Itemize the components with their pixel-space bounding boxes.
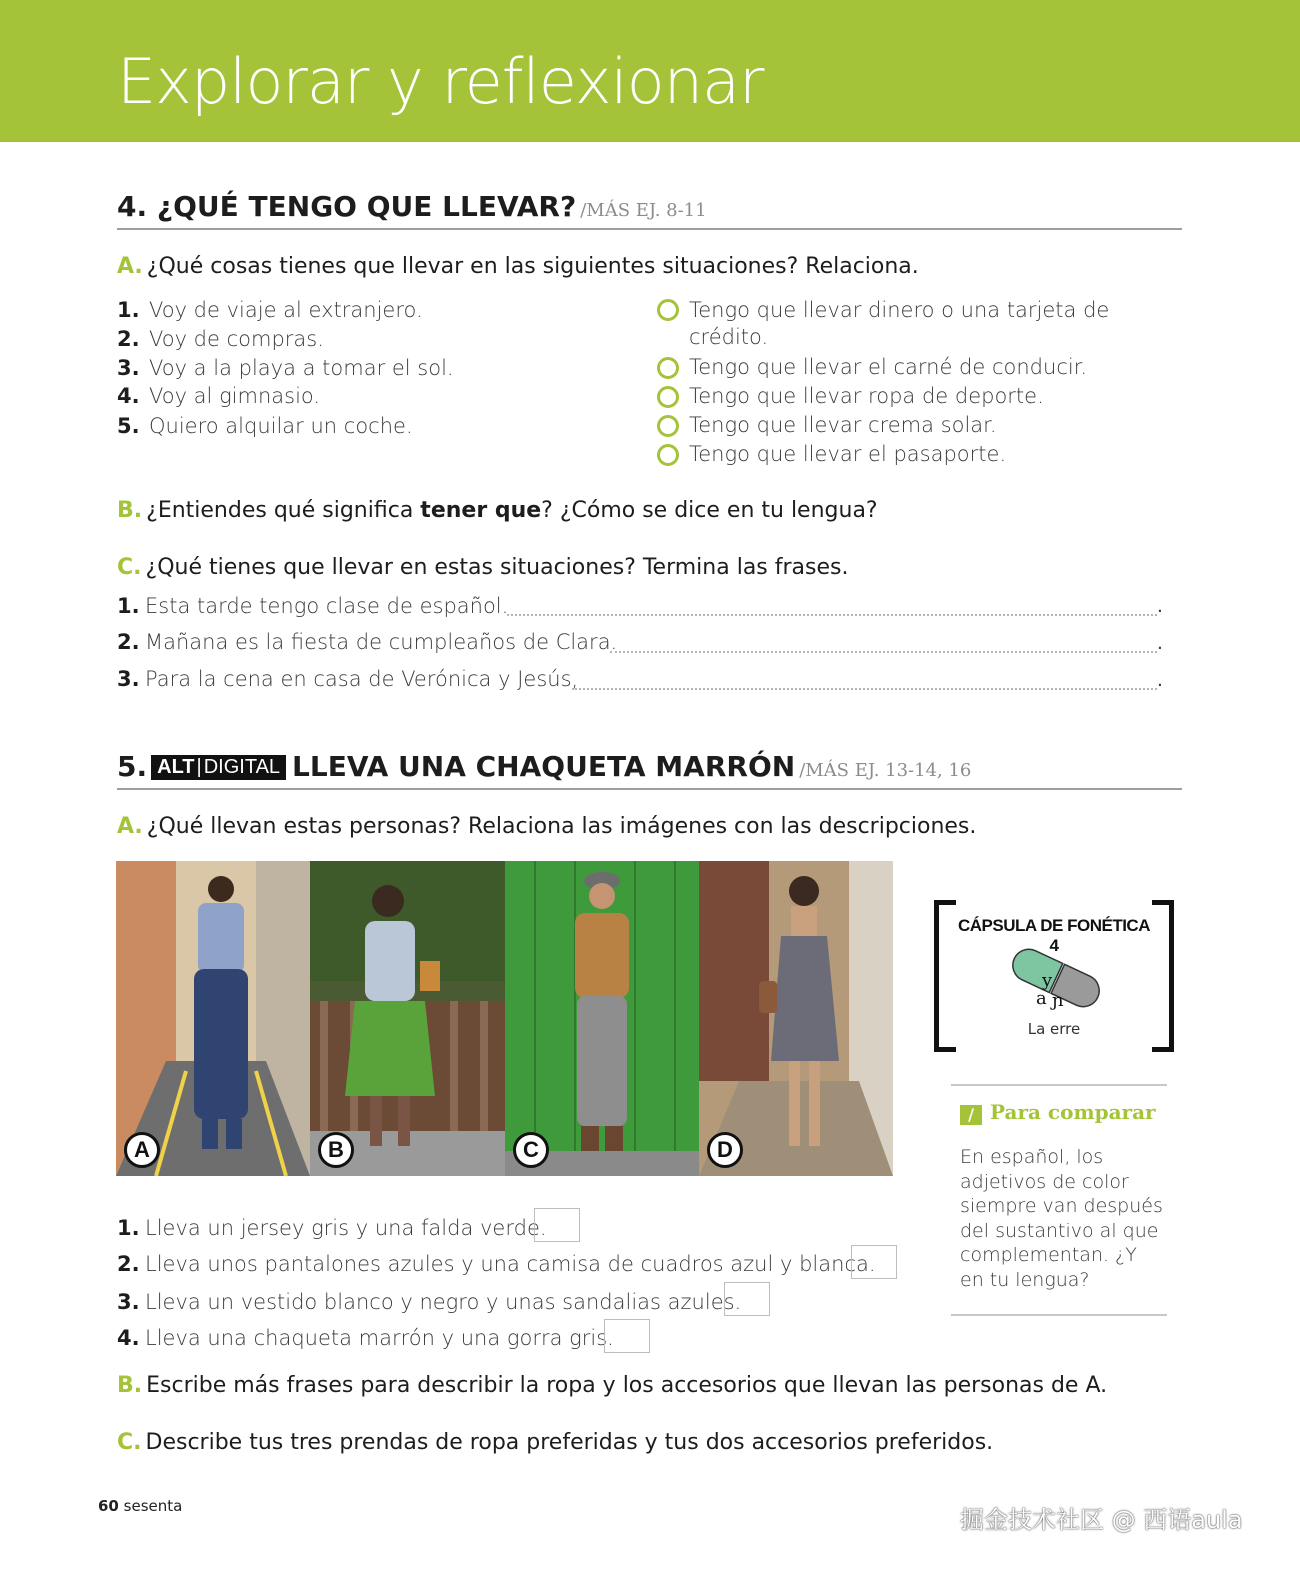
line-end-dot: . — [1157, 631, 1163, 654]
slash-icon: / — [960, 1105, 982, 1125]
list-item: 1. Voy de viaje al extranjero. — [117, 298, 423, 322]
list-item: 4. Lleva una chaqueta marrón y una gorra gris. — [117, 1326, 614, 1350]
list-item: 4. Voy al gimnasio. — [117, 384, 321, 408]
answer-line[interactable] — [610, 651, 1157, 653]
photo-d — [699, 861, 893, 1176]
list-item: 2. Mañana es la fiesta de cumpleaños de Clara. — [117, 630, 618, 654]
answer-line[interactable] — [507, 614, 1157, 616]
answer-circle[interactable] — [657, 386, 679, 408]
para-comparar-title: / Para comparar — [960, 1100, 1156, 1125]
watermark: 掘金技术社区 @ 西语aula — [960, 1506, 1243, 1534]
section-4-title: 4. ¿QUÉ TENGO QUE LLEVAR? — [117, 190, 577, 223]
question-5c: C. Describe tus tres prendas de ropa preferidas y tus dos accesorios preferidos. — [117, 1430, 994, 1455]
photo-b — [310, 861, 505, 1176]
option-item: Tengo que llevar el pasaporte. — [689, 442, 1007, 466]
page-header-band — [0, 0, 1300, 142]
option-item: Tengo que llevar crema solar. — [689, 413, 997, 437]
section-5-title: 5. ALT | DIGITAL LLEVA UNA CHAQUETA MARRÓN — [117, 750, 796, 783]
photo-a-label: A — [124, 1132, 160, 1168]
capsule-bracket-left — [934, 900, 956, 1052]
photo-a — [116, 861, 310, 1176]
page-footer: 60 sesenta — [98, 1497, 183, 1515]
question-5a: A. ¿Qué llevan estas personas? Relaciona las imágenes con las descripciones. — [117, 814, 977, 839]
answer-box[interactable] — [604, 1319, 650, 1353]
svg-text:a: a — [1036, 988, 1047, 1009]
list-item: 3. Lleva un vestido blanco y negro y unas sandalias azules. — [117, 1290, 742, 1314]
list-item: 3. Para la cena en casa de Verónica y Jesús, — [117, 667, 579, 691]
list-item: 2. Lleva unos pantalones azules y una camisa de cuadros azul y blanca. — [117, 1252, 876, 1276]
answer-circle[interactable] — [657, 444, 679, 466]
list-item: 3. Voy a la playa a tomar el sol. — [117, 356, 454, 380]
list-item: 1. Esta tarde tengo clase de español. — [117, 594, 509, 618]
photo-c — [505, 861, 699, 1176]
answer-circle[interactable] — [657, 299, 679, 321]
answer-line[interactable] — [572, 688, 1157, 690]
photo-c-illustration — [505, 861, 699, 1176]
photo-d-illustration — [699, 861, 893, 1176]
capsule-subtitle: La erre — [1027, 1020, 1081, 1038]
section-4-heading — [117, 190, 1182, 230]
photo-c-label: C — [513, 1132, 549, 1168]
capsule-pill-icon[interactable] — [996, 948, 1116, 1012]
line-end-dot: . — [1157, 668, 1163, 691]
answer-box[interactable] — [851, 1245, 897, 1279]
list-item: 2. Voy de compras. — [117, 327, 324, 351]
alt-digital-badge: ALT | DIGITAL — [151, 755, 286, 780]
question-4a: A. ¿Qué cosas tienes que llevar en las siguientes situaciones? Relaciona. — [117, 254, 919, 279]
answer-box[interactable] — [534, 1208, 580, 1242]
option-item: Tengo que llevar dinero o una tarjeta de crédito. — [689, 298, 1110, 349]
capsule-bracket-right — [1152, 900, 1174, 1052]
list-item: 1. Lleva un jersey gris y una falda verde. — [117, 1216, 547, 1240]
photo-b-label: B — [318, 1132, 354, 1168]
capsule-title[interactable]: CÁPSULA DE FONÉTICA 4 — [958, 916, 1150, 955]
para-comparar-text: En español, los adjetivos de color siempre van después del sustantivo al que complementan. ¿Y en tu lengua? — [960, 1146, 1163, 1291]
question-5b: B. Escribe más frases para describir la ropa y los accesorios que llevan las personas de A. — [117, 1373, 1108, 1398]
svg-text:y: y — [1042, 970, 1053, 991]
answer-box[interactable] — [724, 1282, 770, 1316]
photo-a-illustration — [116, 861, 310, 1176]
option-item: Tengo que llevar el carné de conducir. — [689, 355, 1088, 379]
photo-b-illustration — [310, 861, 505, 1176]
section-4-ref: /MÁS EJ. 8-11 — [580, 200, 707, 221]
page-title: Explorar y reflexionar — [117, 45, 764, 118]
question-4b: B. ¿Entiendes qué significa tener que? ¿Cómo se dice en tu lengua? — [117, 498, 878, 523]
svg-text:ɲ: ɲ — [1052, 990, 1064, 1011]
answer-circle[interactable] — [657, 357, 679, 379]
list-item: 5. Quiero alquilar un coche. — [117, 414, 413, 438]
answer-circle[interactable] — [657, 415, 679, 437]
line-end-dot: . — [1157, 594, 1163, 617]
section-5-heading — [117, 750, 1182, 790]
section-5-ref: /MÁS EJ. 13-14, 16 — [799, 760, 972, 781]
option-item: Tengo que llevar ropa de deporte. — [689, 384, 1044, 408]
photo-d-label: D — [707, 1132, 743, 1168]
question-4c: C. ¿Qué tienes que llevar en estas situaciones? Termina las frases. — [117, 555, 849, 580]
